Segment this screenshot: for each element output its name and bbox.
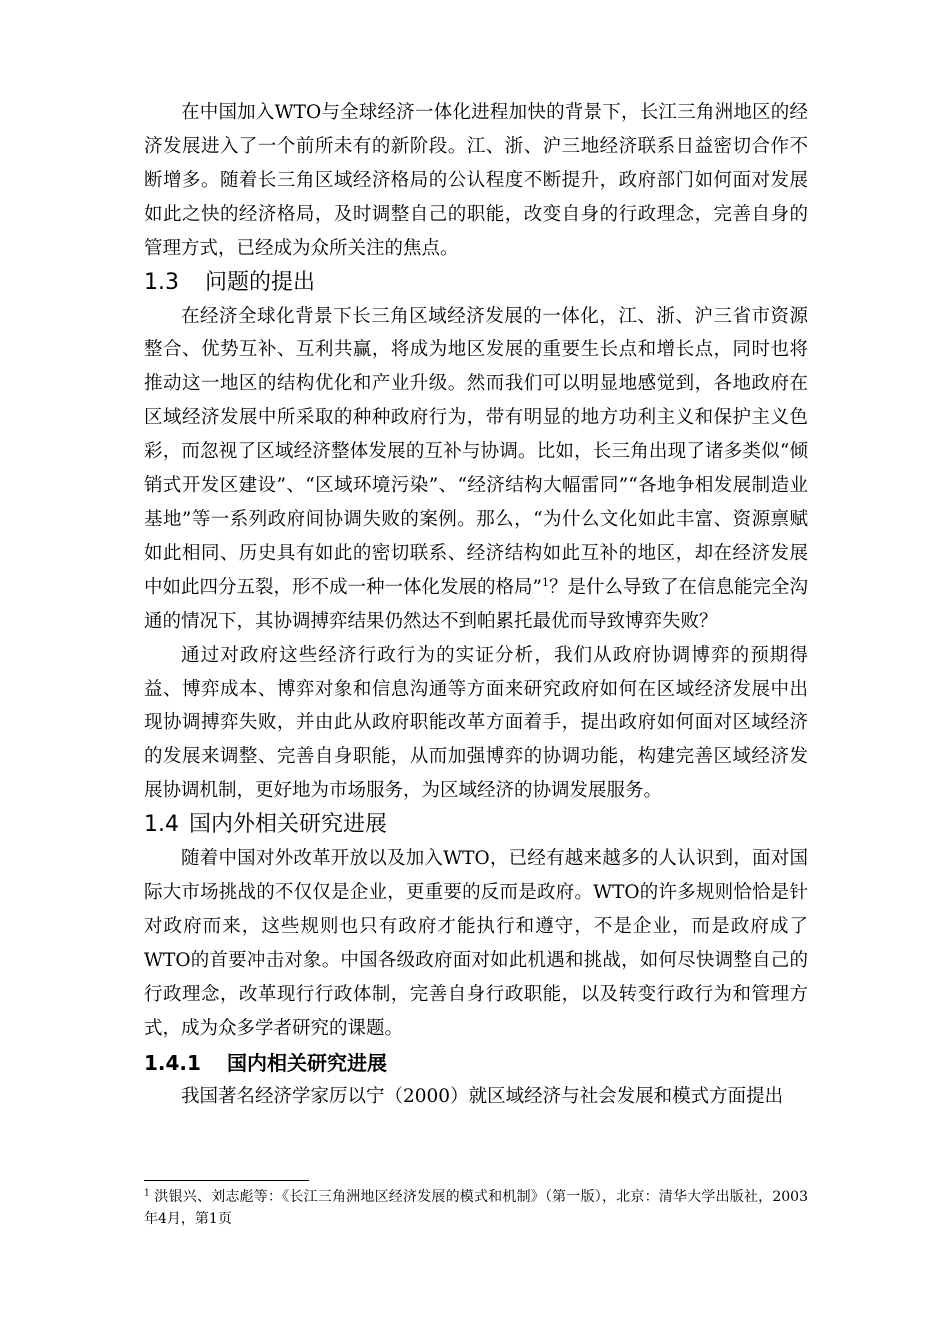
footnote-text: 洪银兴、刘志彪等：《长江三角洲地区经济发展的模式和机制》（第一版），北京：清华大学出版社，2003年4月，第1页 (144, 1189, 808, 1227)
paragraph-problem (144, 300, 808, 639)
paragraph-text: ？是什么导致了在信息能完全沟通的情况下，其协调搏弈结果仍然达不到帕累托最优而导致博弈失败？ (144, 576, 808, 632)
section-heading-1-3 (144, 266, 808, 300)
footnote (144, 1186, 808, 1230)
footnote-mark: 1 (144, 1188, 150, 1199)
paragraph-background: 在中国加入WTO与全球经济一体化进程加快的背景下，长江三角洲地区的经济发展进入了一个前所未有的新阶段。江、浙、沪三地经济联系日益密切合作不断增多。随着长三角区域经济格局的公认程度不断提升，政府部门如何面对发展如此之快的经济格局，及时调整自己的职能，改变自身的行政理念，完善自身的管理方式，已经成为众所关注的焦点。 (144, 102, 808, 259)
footnote-reference[interactable]: 1 (541, 575, 549, 589)
paragraph-approach: 通过对政府这些经济行政行为的实证分析，我们从政府协调博弈的预期得益、博弈成本、博弈对象和信息沟通等方面来研究政府如何在区域经济发展中出现协调搏弈失败，并由此从政府职能改革方面着手，提出政府如何面对区域经济的发展来调整、完善自身职能，从而加强博弈的协调功能，构建完善区域经济发展协调机制，更好地为市场服务，为区域经济的协调发展服务。 (144, 644, 808, 802)
section-title: 问题的提出 (205, 269, 316, 295)
footnote-separator (144, 1180, 309, 1181)
section-heading-1-4 (144, 808, 808, 842)
section-number: 1.3 (144, 269, 179, 295)
paragraph-text: 在经济全球化背景下长三角区域经济发展的一体化，江、浙、沪三省市资源整合、优势互补、互利共赢，将成为地区发展的重要生长点和增长点，同时也将推动这一地区的结构优化和产业升级。然而我们可以明显地感觉到，各地政府在区域经济发展中所采取的种种政府行为，带有明显的地方功利主义和保护主义色彩，而忽视了区域经济整体发展的互补与协调。比如，长三角出现了诸多类似“倾销式开发区建设”、“区域环境污染”、“经济结构大幅雷同”“各地争相发展制造业基地”等一系列政府间协调失败的案例。那么，“为什么文化如此丰富、资源禀赋如此相同、历史具有如此的密切联系、经济结构如此互补的地区，却在经济发展中如此四分五裂，形不成一种一体化发展的格局” (144, 305, 808, 598)
document-page (144, 96, 808, 1113)
section-number: 1.4 (144, 812, 179, 838)
section-title: 国内相关研究进展 (226, 1050, 387, 1075)
section-number: 1.4.1 (144, 1050, 201, 1075)
paragraph-research-intro: 随着中国对外改革开放以及加入WTO，已经有越来越多的人认识到，面对国际大市场挑战的不仅仅是企业，更重要的反而是政府。WTO的许多规则恰恰是针对政府而来，这些规则也只有政府才能执行和遵守，不是企业，而是政府成了WTO的首要冲击对象。中国各级政府面对如此机遇和挑战，如何尽快调整自己的行政理念，改革现行行政体制，完善自身行政职能，以及转变行政行为和管理方式，成为众多学者研究的课题。 (144, 848, 808, 1039)
paragraph-domestic-research: 我国著名经济学家厉以宁（2000）就区域经济与社会发展和模式方面提出 (181, 1085, 784, 1107)
section-title: 国内外相关研究进展 (189, 812, 388, 838)
section-heading-1-4-1 (144, 1046, 808, 1080)
